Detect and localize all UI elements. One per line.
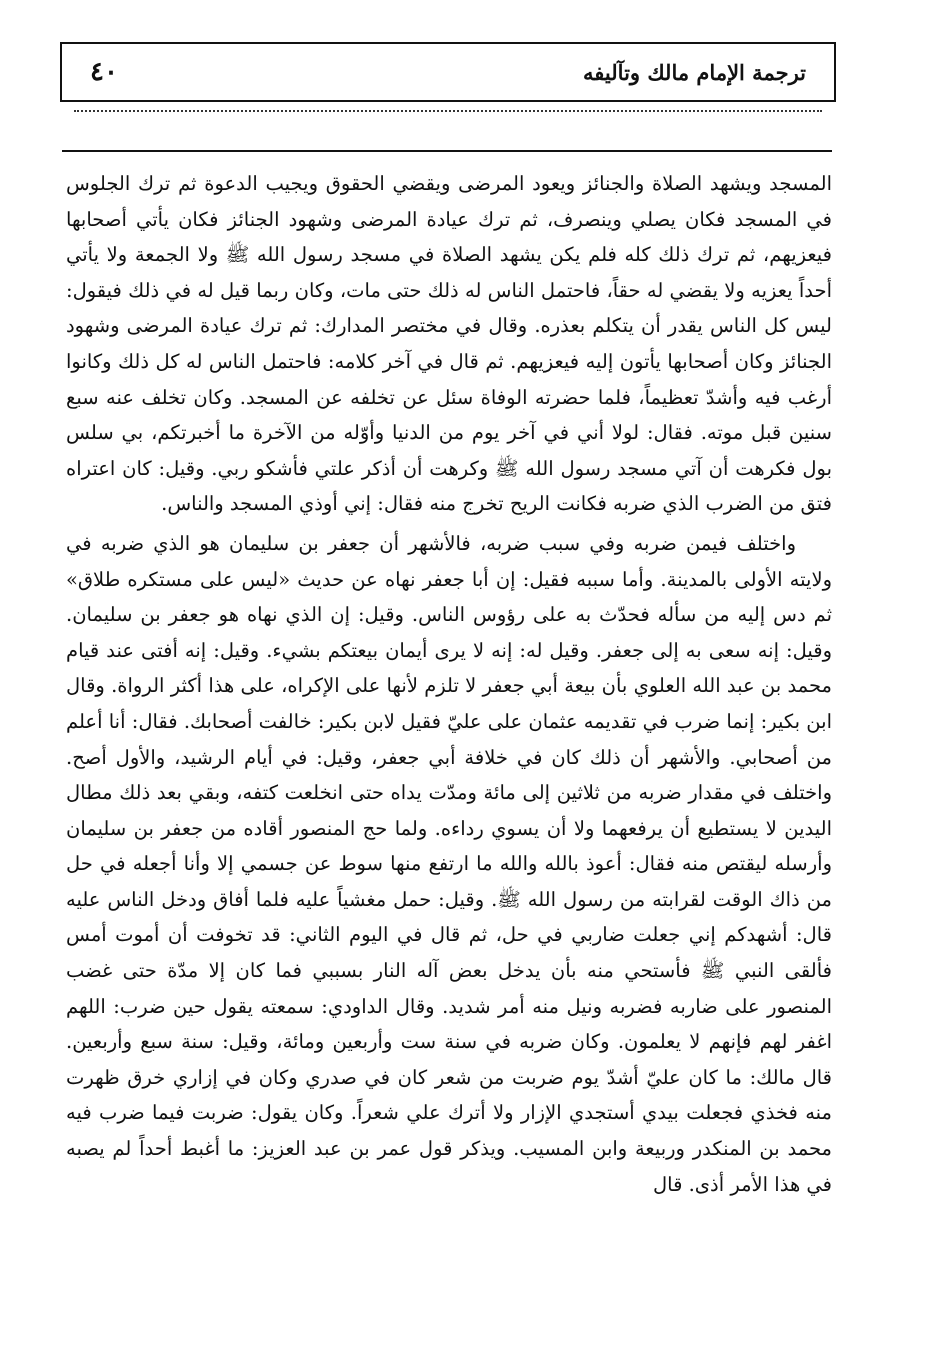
- page-number: ٤٠: [90, 57, 118, 87]
- paragraph: واختلف فيمن ضربه وفي سبب ضربه، فالأشهر أن جعفر بن سليمان هو الذي ضربه في ولايته الأولى بالمدينة. وأما سببه فقيل: إن أبا جعفر نهاه عن حديث «ليس على مستكره طلاق» ثم دس إليه من سأله فحدّث به على رؤوس الناس. وقيل: إن الذي نهاه هو جعفر بن سليمان. وقيل: إنه سعى به إلى جعفر. وقيل له: إنه لا يرى أيمان بيعتكم بشيء. وقيل: إنه أفتى عند قيام محمد بن عبد الله العلوي بأن بيعة أبي جعفر لا تلزم لأنها على الإكراه، على هذا أكثر الرواة. وقال ابن بكير: إنما ضرب في تقديمه عثمان على عليّ فقيل لابن بكير: خالفت أصحابك. فقال: أنا أعلم من أصحابي. والأشهر أن ذلك كان في خلافة أبي جعفر، وقيل: في أيام الرشيد، والأول أصح. واختلف في مقدار ضربه من ثلاثين إلى مائة ومدّت يداه حتى انخلعت كتفه، وبقي بعد ذلك مطال اليدين لا يستطيع أن يرفعهما ولا أن يسوي رداءه. ولما حج المنصور أقاده من جعفر بن سليمان وأرسله ليقتص منه فقال: أعوذ بالله والله ما ارتفع منها سوط عن جسمي إلا وأنا أجعله في حل من ذاك الوقت لقرابته من رسول الله ﷺ. وقيل: حمل مغشياً عليه فلما أفاق ودخل الناس عليه قال: أشهدكم إني جعلت ضاربي في حل، ثم قال في اليوم الثاني: قد تخوفت أن أموت أمس فألقى النبي ﷺ فأستحي منه بأن يدخل بعض آله النار بسببي فما كان إلا مدّة حتى غضب المنصور على ضاربه فضربه ونيل منه أمر شديد. وقال الداودي: سمعته يقول حين ضرب: اللهم اغفر لهم فإنهم لا يعلمون. وكان ضربه في سنة ست وأربعين ومائة، وقيل: سنة سبع وأربعين. قال مالك: ما كان عليّ أشدّ يوم ضربت من شعر كان في صدري وكان في إزاري خرق ظهرت منه فخذي فجعلت بيدي أستجدي الإزار ولا أترك علي شعراً. وكان يقول: ضربت فيما ضرب فيه محمد بن المنكدر وربيعة وابن المسيب. ويذكر قول عمر بن عبد العزيز: ما أغبط أحداً لم يصبه في هذا الأمر أذى. قال: [66, 531, 832, 1196]
- dotted-separator: [74, 110, 822, 112]
- running-title: ترجمة الإمام مالك وتآليفه: [583, 59, 806, 85]
- body-text: [66, 166, 832, 1202]
- running-header: [60, 42, 836, 102]
- horizontal-rule: [62, 150, 832, 152]
- paragraph: المسجد ويشهد الصلاة والجنائز ويعود المرضى ويقضي الحقوق ويجيب الدعوة ثم ترك الجلوس في المسجد فكان يصلي وينصرف، ثم ترك عيادة المرضى وشهود الجنائز فكان يأتي أصحابها فيعزيهم، ثم ترك ذلك كله فلم يكن يشهد الصلاة في مسجد رسول الله ﷺ ولا الجمعة ولا يأتي أحداً يعزيه ولا يقضي له حقاً، فاحتمل الناس له ذلك حتى مات، وكان ربما قيل له في ذلك فيقول: ليس كل الناس يقدر أن يتكلم بعذره. وقال في مختصر المدارك: ثم ترك عيادة المرضى وشهود الجنائز وكان أصحابها يأتون إليه فيعزيهم. ثم قال في آخر كلامه: فاحتمل الناس له كل ذلك وكانوا أرغب فيه وأشدّ تعظيماً، فلما حضرته الوفاة سئل عن تخلفه عن المسجد. وكان تخلف عنه سبع سنين قبل موته. فقال: لولا أني في آخر يوم من الدنيا وأوّله من الآخرة ما أخبرتكم، بي سلس بول فكرهت أن آتي مسجد رسول الله ﷺ وكرهت أن أذكر علتي فأشكو ربي. وقيل: كان اعتراه فتق من الضرب الذي ضربه فكانت الريح تخرج منه فقال: إني أوذي المسجد والناس.: [66, 172, 832, 516]
